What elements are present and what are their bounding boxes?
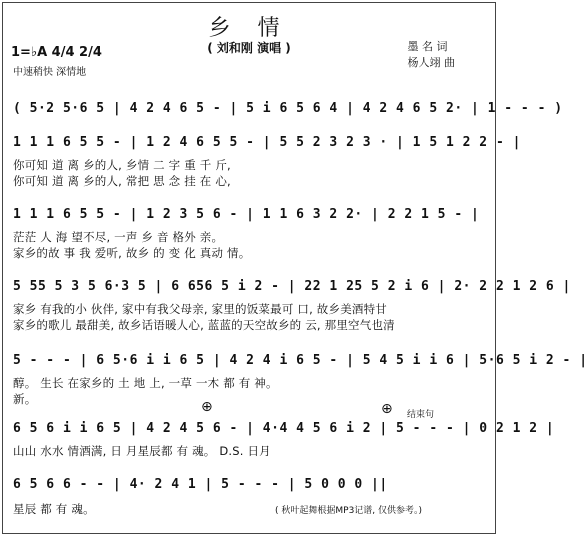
segno-mark: ⊕ (201, 399, 213, 415)
score-page (2, 2, 588, 534)
tempo-marking: 中速稍快 深情地 (13, 67, 87, 78)
composer: 杨人翊 曲 (407, 56, 455, 69)
score-row-7: 6 5 6 6 - - | 4· 2 4 1 | 5 - - - | 5 0 0 0 || (13, 477, 388, 492)
lyric-row-2b: 你可知 道 离 乡的人, 常把 思 念 挂 在 心, (13, 174, 231, 188)
lyric-row-5a: 醇。 生长 在家乡的 土 地 上, 一草 一木 都 有 神。 (13, 376, 278, 390)
lyric-row-3a: 茫茫 人 海 望不尽, 一声 乡 音 格外 亲。 (13, 230, 224, 244)
lyric-row-4a: 家乡 有我的小 伙伴, 家中有我父母亲, 家里的饭菜最可 口, 故乡美酒特甘 (13, 302, 387, 316)
segno-mark-2: ⊕ (381, 401, 393, 417)
lyric-row-7: 星辰 都 有 魂。 (13, 502, 95, 516)
score-row-6: 6 5 6 i i 6 5 | 4 2 4 5 6 - | 4·4 4 5 6 i 2 | 5 - - - | 0 2 1 2 | (13, 421, 555, 436)
transcription-note: ( 秋叶起舞根据MP3记谱, 仅供参考。) (275, 506, 423, 516)
song-title: 乡 情 (208, 16, 290, 41)
score-row-1: ( 5·2 5·6 5 | 4 2 4 6 5 - | 5 i 6 5 6 4 | 4 2 4 6 5 2· | 1 - - - ) (13, 101, 563, 116)
ending-label: 结束句 (407, 410, 435, 420)
score-row-3: 1 1 1 6 5 5 - | 1 2 3 5 6 - | 1 1 6 3 2 2· | 2 2 1 5 - | (13, 207, 480, 222)
lyric-row-6: 山山 水水 情酒满, 日 月星辰都 有 魂。 D.S. 日月 (13, 444, 271, 458)
score-row-5: 5 - - - | 6 5·6 i i 6 5 | 4 2 4 i 6 5 - | 5 4 5 i i 6 | 5·6 5 i 2 - | (13, 353, 588, 368)
song-subtitle: ( 刘和刚 演唱 ) (207, 41, 291, 55)
credits (408, 39, 456, 71)
key-signature: 1=♭A 4/4 2/4 (11, 45, 102, 60)
lyric-row-5b: 新。 (13, 392, 37, 406)
lyric-row-4b: 家乡的歌儿 最甜美, 故乡话语暖人心, 蓝蓝的天空故乡的 云, 那里空气也清 (13, 318, 395, 332)
score-row-4: 5 55 5 3 5 6·3 5 | 6 656 5 i 2 - | 22 1 25 5 2 i 6 | 2· 2 2 1 2 6 | (13, 279, 571, 294)
lyricist: 墨 名 词 (407, 40, 448, 53)
score-row-2: 1 1 1 6 5 5 - | 1 2 4 6 5 5 - | 5 5 2 3 2 3 · | 1 5 1 2 2 - | (13, 135, 521, 150)
lyric-row-3b: 家乡的故 事 我 爱听, 故乡 的 变 化 真动 情。 (13, 246, 251, 260)
lyric-row-2a: 你可知 道 离 乡的人, 乡情 二 字 重 千 斤, (13, 158, 231, 172)
